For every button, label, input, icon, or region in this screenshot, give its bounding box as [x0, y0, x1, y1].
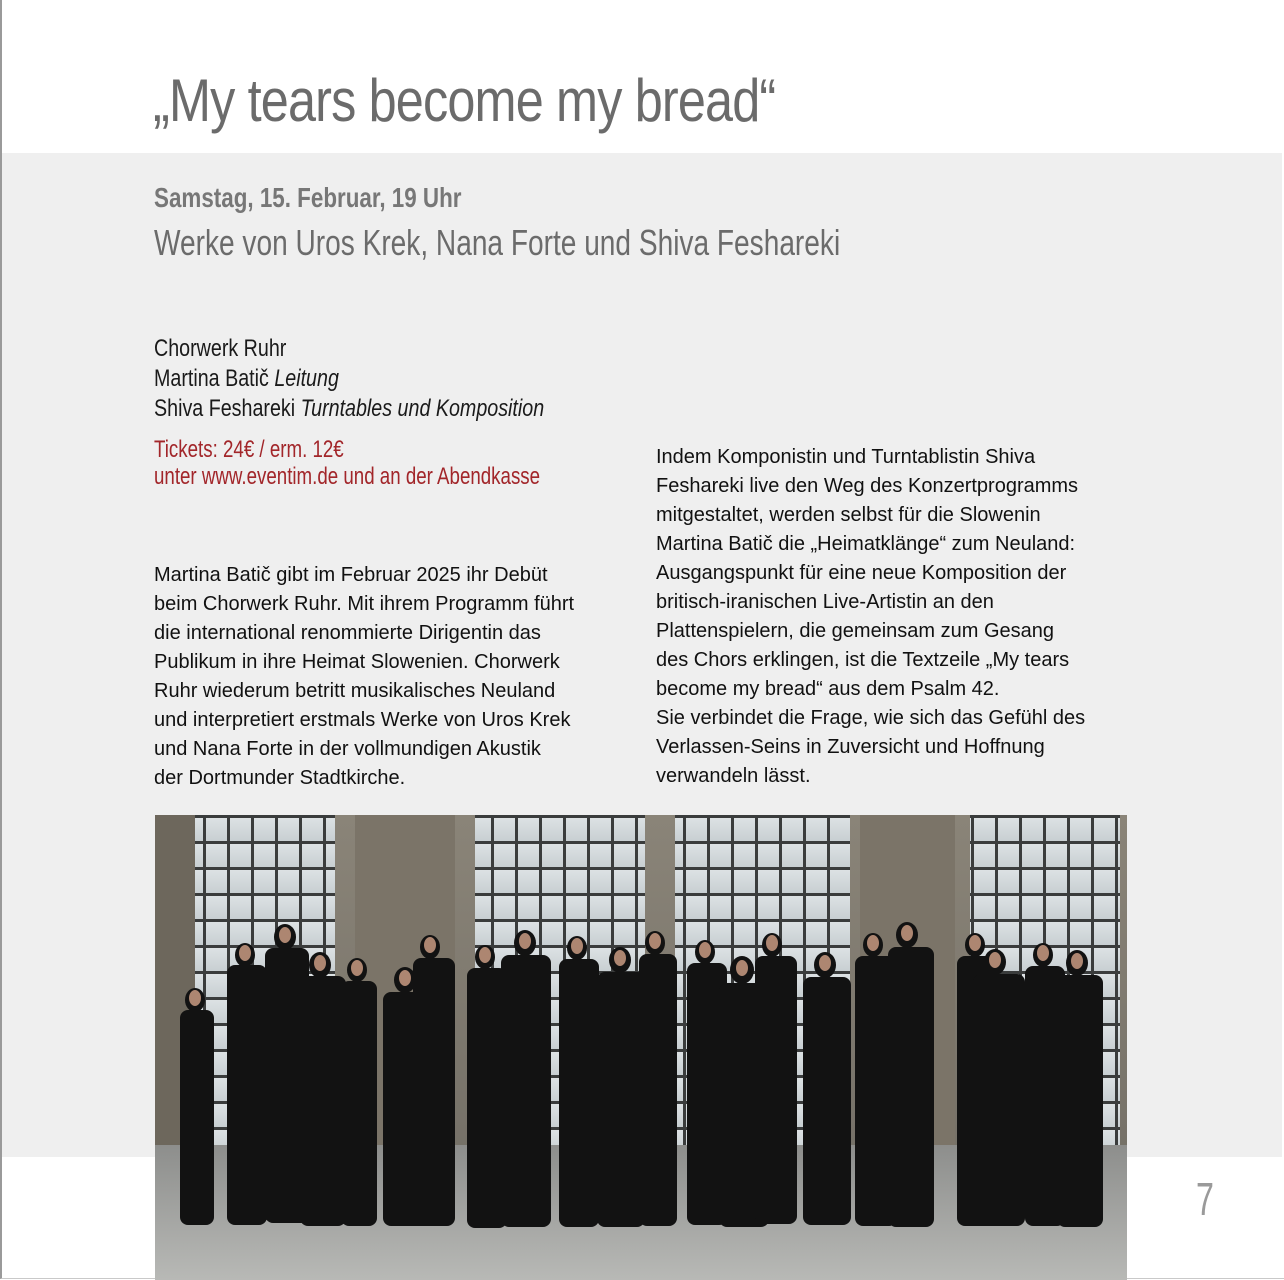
- performer-item: Chorwerk Ruhr: [154, 335, 287, 362]
- text-line: mitgestaltet, werden selbst für die Slowenin: [656, 504, 1041, 526]
- text-line: become my bread“ aus dem Psalm 42.: [656, 678, 1000, 700]
- choir-photo-image: [155, 815, 1127, 1280]
- text-line: Ausgangspunkt für eine neue Komposition der: [656, 562, 1067, 584]
- ticket-sales: unter www.eventim.de und an der Abendkasse: [154, 463, 541, 490]
- page-title: „My tears become my bread“: [153, 67, 776, 134]
- body-left-column: [154, 561, 634, 793]
- text-line: der Dortmunder Stadtkirche.: [154, 767, 406, 789]
- performer-list: [154, 334, 544, 424]
- body-right-column: [656, 443, 1136, 791]
- event-date: Samstag, 15. Februar, 19 Uhr: [154, 182, 462, 213]
- text-line: Publikum in ihre Heimat Slowenien. Chorwerk: [154, 651, 560, 673]
- ticket-info: [154, 436, 540, 490]
- text-line: Feshareki live den Weg des Konzertprogramms: [656, 475, 1079, 497]
- text-line: Ruhr wiederum betritt musikalisches Neuland: [154, 680, 556, 702]
- text-line: britisch-iranischen Live-Artistin an den: [656, 591, 994, 613]
- text-line: verwandeln lässt.: [656, 765, 811, 787]
- text-line: des Chors erklingen, ist die Textzeile „My tears: [656, 649, 1070, 671]
- page-number: 7: [1196, 1173, 1214, 1225]
- event-works: Werke von Uros Krek, Nana Forte und Shiva Feshareki: [154, 222, 841, 263]
- text-line: beim Chorwerk Ruhr. Mit ihrem Programm führt: [154, 593, 575, 615]
- text-line: Plattenspielern, die gemeinsam zum Gesang: [656, 620, 1054, 642]
- performer-item: Martina Batič Leitung: [154, 365, 339, 392]
- text-line: und Nana Forte in der vollmundigen Akustik: [154, 738, 541, 760]
- text-line: Sie verbindet die Frage, wie sich das Gefühl des: [656, 707, 1086, 729]
- text-line: Verlassen-Seins in Zuversicht und Hoffnung: [656, 736, 1045, 758]
- text-line: die international renommierte Dirigentin das: [154, 622, 541, 644]
- performer-role: Leitung: [274, 365, 339, 392]
- ticket-price: Tickets: 24€ / erm. 12€: [154, 436, 344, 463]
- text-line: und interpretiert erstmals Werke von Uros Krek: [154, 709, 571, 731]
- performer-item: Shiva Feshareki Turntables und Komposition: [154, 395, 545, 422]
- performer-role: Turntables und Komposition: [300, 395, 545, 422]
- text-line: Martina Batič die „Heimatklänge“ zum Neuland:: [656, 533, 1076, 555]
- text-line: Martina Batič gibt im Februar 2025 ihr Debüt: [154, 564, 548, 586]
- choir-photo: [155, 815, 1127, 1280]
- text-line: Indem Komponistin und Turntablistin Shiva: [656, 446, 1036, 468]
